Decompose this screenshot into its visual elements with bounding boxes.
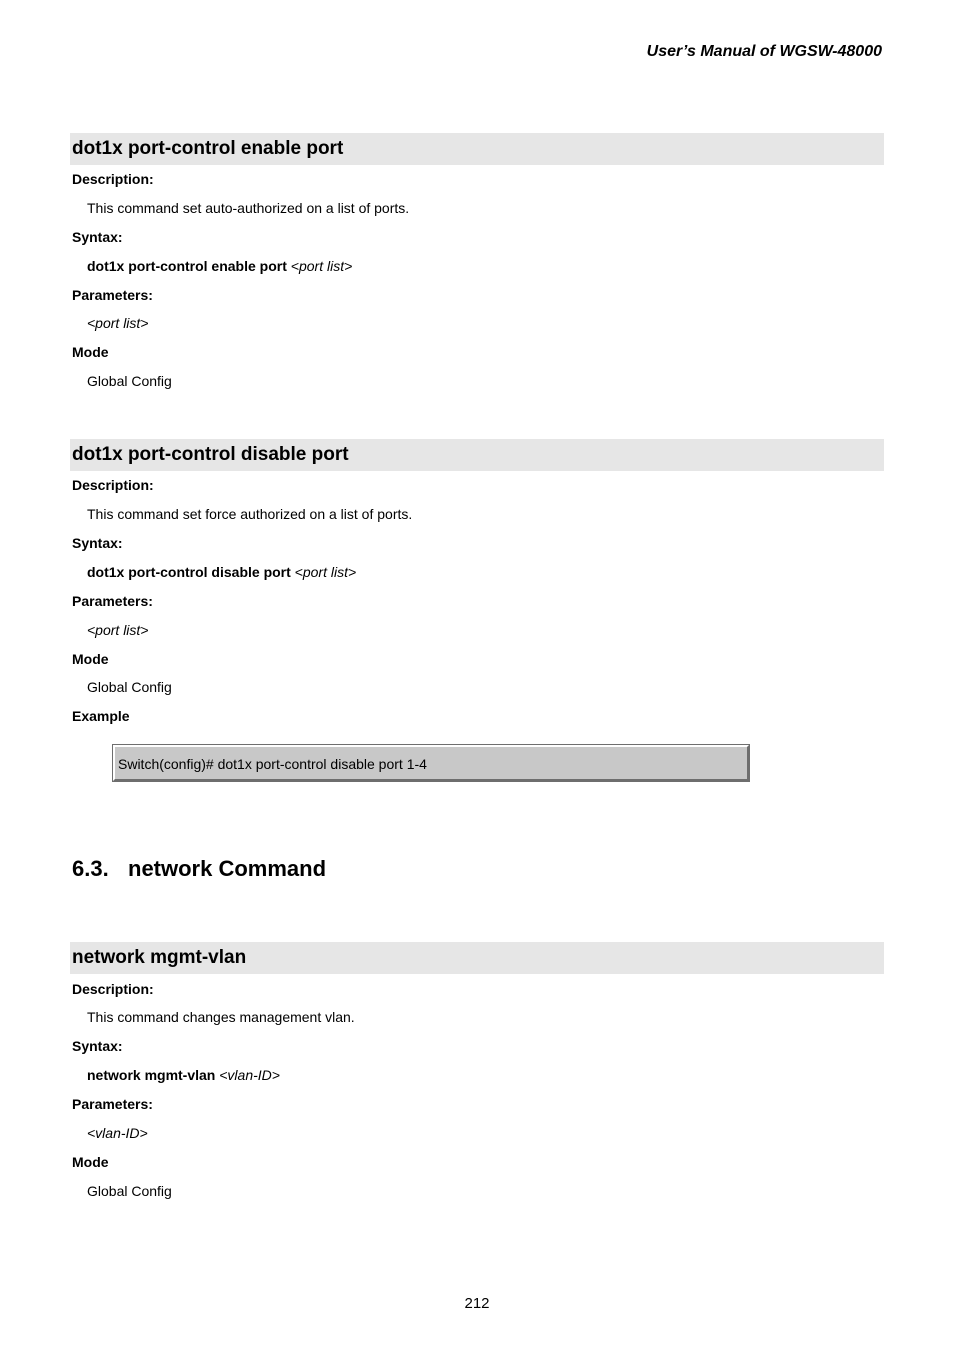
example-code-box [113,745,749,781]
syntax-command: dot1x port-control enable port [87,258,287,274]
mode-label: Mode [72,651,109,667]
description-label: Description: [72,981,154,997]
mode-text: Global Config [87,373,172,389]
description-text: This command set auto-authorized on a list of ports. [87,200,410,216]
syntax-argument: <port list> [294,564,357,580]
mode-label: Mode [72,1154,109,1170]
syntax-label: Syntax: [72,535,123,551]
chapter-number: 6.3. [72,856,109,881]
syntax-argument: <vlan-ID> [219,1067,280,1083]
description-label: Description: [72,171,154,187]
syntax-argument: <port list> [290,258,353,274]
parameter-text: <vlan-ID> [87,1125,148,1141]
syntax-line [87,1067,280,1083]
parameter-text: <port list> [87,315,149,331]
chapter-title: network Command [128,856,327,881]
page-number: 212 [464,1295,490,1312]
command-heading-title: network mgmt-vlan [72,947,247,968]
syntax-line [87,258,352,274]
command-heading-bar [70,133,884,165]
syntax-label: Syntax: [72,1038,123,1054]
syntax-command: dot1x port-control disable port [87,564,291,580]
command-heading-title: dot1x port-control enable port [72,138,344,159]
description-text: This command set force authorized on a list of ports. [87,506,413,522]
document-header-title: User’s Manual of WGSW-48000 [646,43,882,60]
syntax-label: Syntax: [72,229,123,245]
chapter-heading [72,856,326,882]
parameters-label: Parameters: [72,287,153,303]
parameters-label: Parameters: [72,593,153,609]
description-text: This command changes management vlan. [87,1009,355,1025]
mode-label: Mode [72,344,109,360]
parameter-text: <port list> [87,622,149,638]
command-heading-title: dot1x port-control disable port [72,444,349,465]
mode-text: Global Config [87,1183,172,1199]
syntax-line [87,564,356,580]
parameters-label: Parameters: [72,1096,153,1112]
description-label: Description: [72,477,154,493]
mode-text: Global Config [87,679,172,695]
example-label: Example [72,708,130,724]
syntax-command: network mgmt-vlan [87,1067,216,1083]
command-heading-bar [70,439,884,471]
command-heading-bar [70,942,884,974]
example-code-text: Switch(config)# dot1x port-control disable port 1-4 [118,756,427,772]
